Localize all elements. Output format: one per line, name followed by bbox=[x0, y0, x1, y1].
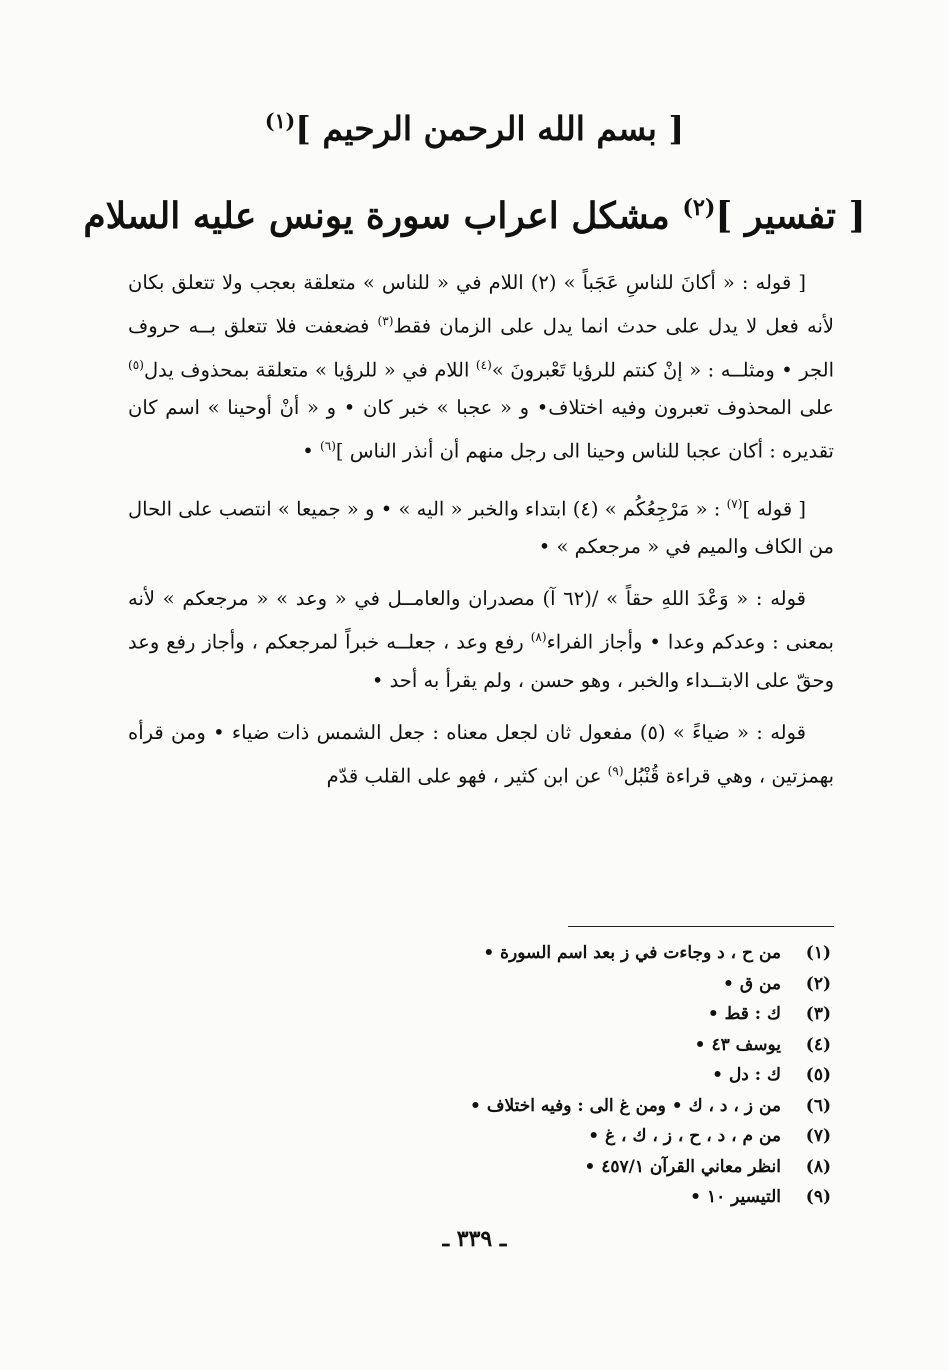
text-run: رفع وعد ، جعلــه خبراً لمرجعكم ، وأجاز رفع وعد وحقّ على الابتــداء والخبر ، وهو حسن ، ولم يقرأ به أحد • bbox=[128, 630, 834, 692]
footnote-text: التيسير ١٠ • bbox=[690, 1187, 781, 1207]
text-run: عن ابن كثير ، فهو على القلب قدّم bbox=[326, 764, 608, 787]
paragraph bbox=[128, 714, 834, 796]
basmala-text: [ بسم الله الرحمن الرحيم ] bbox=[295, 109, 685, 148]
footnote-number: (٦) bbox=[805, 1095, 831, 1116]
footnote-ref: (٩) bbox=[607, 763, 624, 778]
text-run: قوله : « وَعْدَ اللهِ حقاً » /(٦٢ آ) مصدران والعامــل في « وعد » « مرجعكم » لأنه بمعنى : وعدكم وعدا • وأجاز الفراء bbox=[128, 587, 834, 654]
text-run: على المحذوف تعبرون وفيه اختلاف• و « عجبا » خبر كان • و « أنْ أوحينا » اسم كان تقديره : أكان عجبا للناس وحينا الى رجل منهم أن أنذر الناس ] bbox=[128, 396, 834, 463]
paragraph bbox=[128, 485, 834, 567]
footnote-text: من ق • bbox=[723, 973, 781, 994]
title-text: مشكل اعراب سورة يونس عليه السلام bbox=[83, 195, 683, 237]
text-run: قوله : « ضياءً » (٥) مفعول ثان لجعل معناه : جعل الشمس ذات ضياء • ومن قرأه بهمزتين ، وهي قراءة قُنْبُل bbox=[128, 720, 834, 787]
footnote-item bbox=[111, 1152, 831, 1183]
page-title bbox=[0, 180, 949, 244]
footnote-ref: (٨) bbox=[530, 630, 547, 644]
footnote-number: (٥) bbox=[805, 1065, 831, 1085]
footnote-item bbox=[111, 999, 831, 1030]
footnote-item bbox=[111, 938, 831, 969]
footnote-number: (٣) bbox=[805, 1004, 831, 1024]
footnote-text: ك : قط • bbox=[707, 1004, 781, 1024]
page-number: ـ ٣٣٩ ـ bbox=[442, 1226, 507, 1252]
footnote-item bbox=[111, 1121, 831, 1152]
footnote-text: ك : دل • bbox=[712, 1065, 781, 1085]
footnote-item bbox=[111, 1030, 831, 1061]
paragraph bbox=[128, 580, 834, 700]
text-run: [ قوله ] bbox=[742, 497, 806, 520]
footnote-ref: (٧) bbox=[726, 496, 743, 511]
text-run: اللام في « للرؤيا » متعلقة بمحذوف يدل bbox=[143, 358, 476, 381]
footnote-text: من ح ، د وجاءت في ز بعد اسم السورة • bbox=[483, 943, 781, 963]
footnote-number: (٩) bbox=[805, 1187, 831, 1207]
footnotes bbox=[111, 938, 831, 1213]
basmala-heading bbox=[0, 96, 949, 154]
footnote-text: انظر معاني القرآن ٤٥٧/١ • bbox=[584, 1156, 781, 1177]
footnote-number: (٨) bbox=[805, 1156, 831, 1177]
footnote-ref: (٢) bbox=[682, 195, 716, 221]
footnote-text: من ز ، د ، ك • ومن غ الى : وفيه اختلاف • bbox=[470, 1095, 781, 1116]
footnote-item bbox=[111, 1182, 831, 1213]
text-run: [ قوله : « أكانَ للناسِ عَجَباً » (٢) اللام في « للناس » متعلقة بعجب ولا تتعلق بكان لأنه فعل لا يدل على حدث انما يدل على الزمان فقط bbox=[128, 271, 834, 338]
footnote-item bbox=[111, 1060, 831, 1091]
footnote-number: (١) bbox=[805, 943, 831, 963]
footnote-ref: (٣) bbox=[377, 314, 394, 328]
text-run: • bbox=[302, 439, 320, 463]
text-run: : « مَرْجِعُكُم » (٤) ابتداء والخبر « اليه » • و « جميعا » انتصب على الحال من الكاف والميم في « مرجعكم » • bbox=[128, 497, 834, 558]
footnote-ref: (١) bbox=[264, 109, 296, 133]
footnote-item bbox=[111, 969, 831, 1000]
title-label: [ تفسير ] bbox=[715, 195, 866, 237]
footnote-ref: (٤) bbox=[475, 357, 492, 372]
footnote-number: (٢) bbox=[805, 973, 831, 994]
paragraph bbox=[128, 264, 834, 471]
main-text bbox=[128, 264, 834, 809]
footnote-ref: (٥) bbox=[128, 357, 144, 372]
footnote-text: من م ، د ، ح ، ز ، ك ، غ • bbox=[588, 1126, 781, 1146]
footnote-item bbox=[111, 1091, 831, 1122]
footnote-text: يوسف ٤٣ • bbox=[694, 1034, 781, 1055]
footnote-number: (٧) bbox=[805, 1126, 831, 1146]
footnote-divider bbox=[568, 926, 834, 927]
text-run: فضعفت فلا تتعلق بــه حروف الجر • ومثلــه : « إنْ كنتم للرؤيا تَعْبرونَ » bbox=[128, 314, 835, 381]
footnote-number: (٤) bbox=[805, 1034, 831, 1055]
footnote-ref: (٦) bbox=[319, 439, 336, 453]
